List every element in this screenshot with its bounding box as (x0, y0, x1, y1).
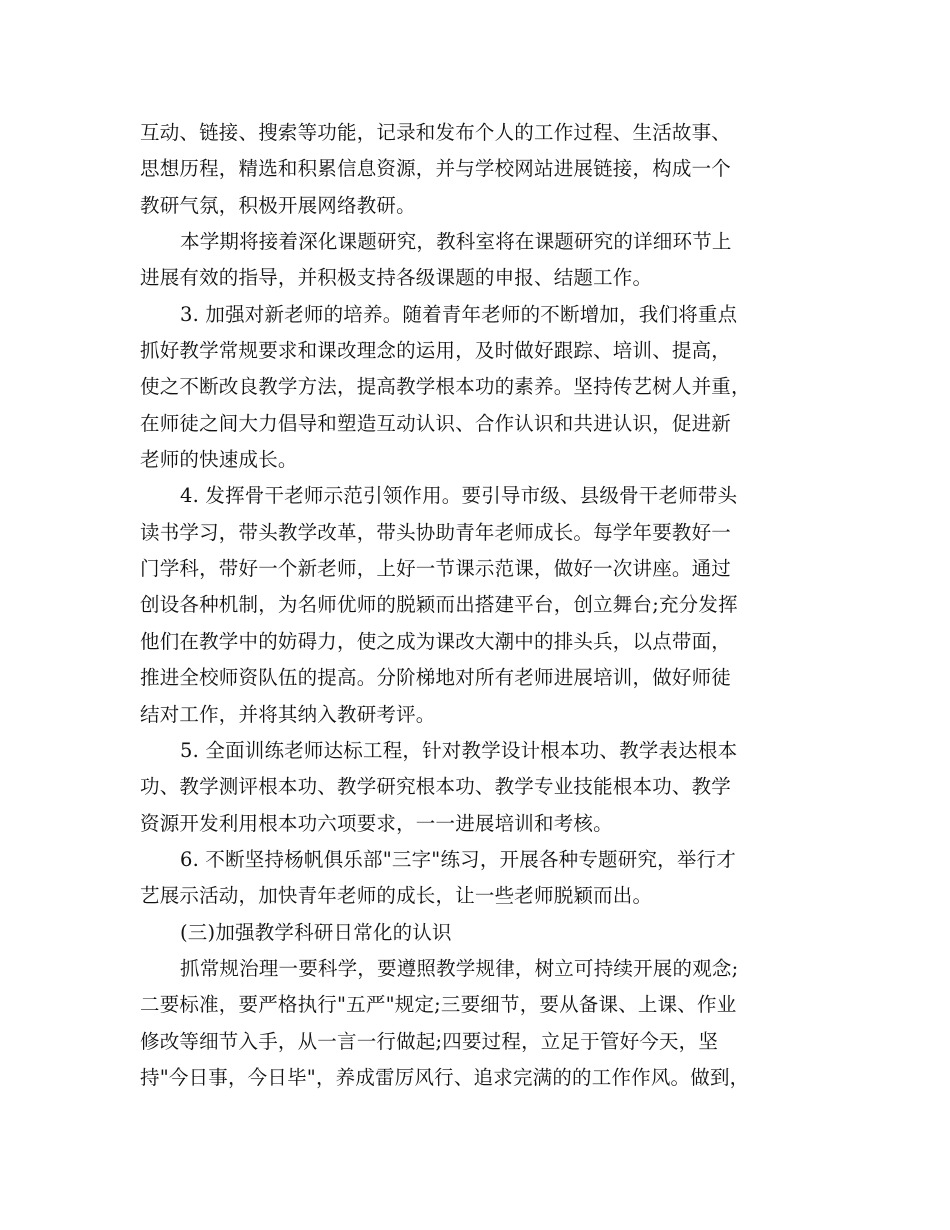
text-line: (三)加强教学科研日常化的认识 (180, 920, 452, 944)
text-line: 老师的快速成长。 (140, 448, 298, 472)
text-line: 教研气氛，积极开展网络教研。 (140, 193, 416, 217)
text-line: 修改等细节入手，从一言一行做起;四要过程，立足于管好今天，坚 (140, 1029, 719, 1053)
text-line: 他们在教学中的妨碍力，使之成为课改大潮中的排头兵，以点带面， (140, 629, 732, 653)
text-line: 抓好教学常规要求和课改理念的运用，及时做好跟踪、培训、提高， (140, 339, 732, 363)
text-line: 读书学习，带头教学改革，带头协助青年老师成长。每学年要教好一 (140, 520, 732, 544)
text-line: 本学期将接着深化课题研究，教科室将在课题研究的详细环节上 (180, 230, 732, 254)
text-line: 3. 加强对新老师的培养。随着青年老师的不断增加，我们将重点 (180, 302, 738, 326)
document-body (140, 115, 830, 1096)
text-line: 思想历程，精选和积累信息资源，并与学校网站进展链接，构成一个 (140, 157, 732, 181)
text-line: 使之不断改良教学方法，提高教学根本功的素养。坚持传艺树人并重， (140, 375, 751, 399)
text-line: 功、教学测评根本功、教学研究根本功、教学专业技能根本功、教学 (140, 775, 732, 799)
text-line: 5. 全面训练老师达标工程，针对教学设计根本功、教学表达根本 (180, 738, 738, 762)
text-line: 艺展示活动，加快青年老师的成长，让一些老师脱颖而出。 (140, 884, 653, 908)
text-line: 结对工作，并将其纳入教研考评。 (140, 702, 436, 726)
text-line: 创设各种机制，为名师优师的脱颖而出搭建平台，创立舞台;充分发挥 (140, 593, 738, 617)
text-line: 在师徒之间大力倡导和塑造互动认识、合作认识和共进认识，促进新 (140, 411, 732, 435)
text-line: 进展有效的指导，并积极支持各级课题的申报、结题工作。 (140, 266, 653, 290)
text-line: 4. 发挥骨干老师示范引领作用。要引导市级、县级骨干老师带头 (180, 484, 738, 508)
text-line: 门学科，带好一个新老师，上好一节课示范课，做好一次讲座。通过 (140, 557, 732, 581)
text-line: 互动、链接、搜索等功能，记录和发布个人的工作过程、生活故事、 (140, 121, 732, 144)
text-line: 二要标准，要严格执行"五严"规定;三要细节，要从备课、上课、作业 (140, 993, 737, 1017)
text-line: 6. 不断坚持杨帆俱乐部"三字"练习，开展各种专题研究，举行才 (180, 847, 736, 871)
text-line: 抓常规治理一要科学，要遵照教学规律，树立可持续开展的观念; (180, 956, 739, 980)
text-line: 资源开发利用根本功六项要求，一一进展培训和考核。 (140, 811, 613, 835)
text-line: 推进全校师资队伍的提高。分阶梯地对所有老师进展培训，做好师徒 (140, 666, 732, 690)
text-line: 持"今日事，今日毕"，养成雷厉风行、追求完满的的工作作风。做到， (140, 1065, 750, 1089)
